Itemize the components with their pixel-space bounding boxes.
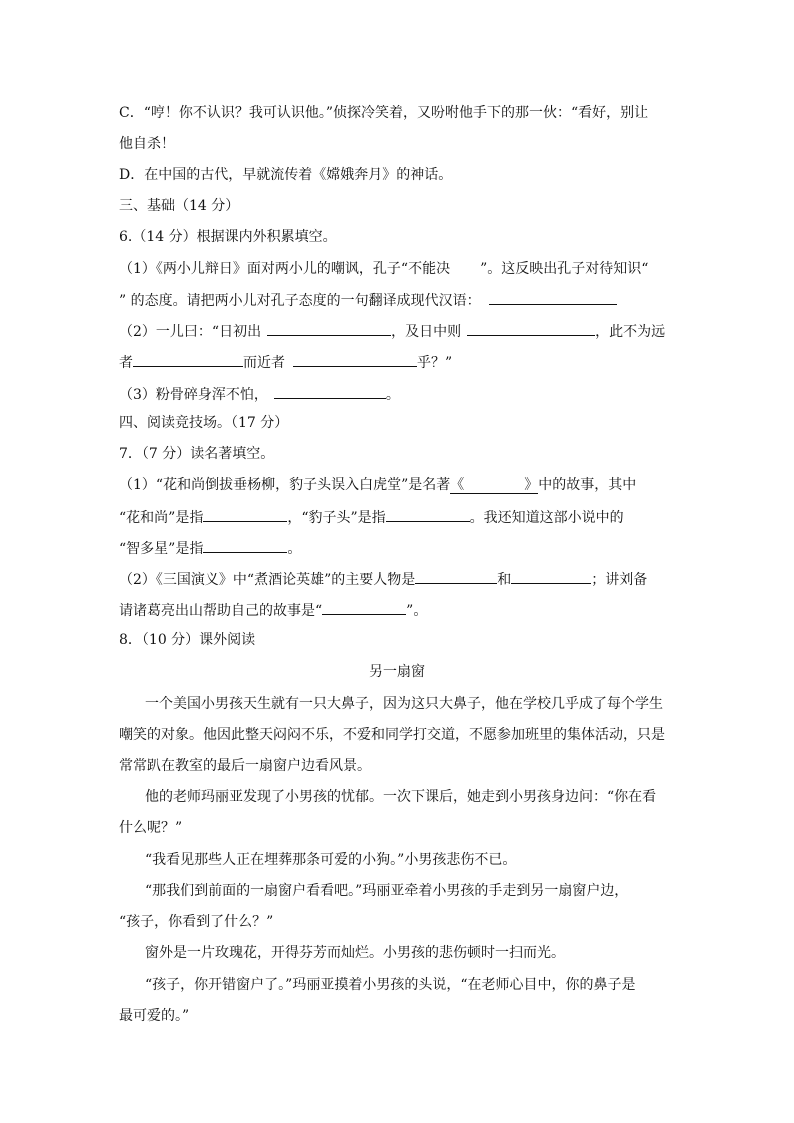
story-line: 他的老师玛丽亚发现了小男孩的忧郁。一次下课后，她走到小男孩身边问：“你在看 [145, 789, 657, 805]
q6-1-blank[interactable] [489, 290, 617, 305]
q7-2-line2 [119, 600, 427, 620]
section-3-heading: 三、基础（14 分） [119, 198, 240, 214]
q7-1-blank-1[interactable] [203, 507, 287, 522]
q6-1-text-a: （1）《两小儿辩日》面对两小儿的嘲讽，孔子“不能决 [119, 261, 451, 277]
q6-3-text-a: （3）粉骨碎身浑不怕， [119, 387, 268, 403]
story-title: 另一扇窗 [369, 664, 425, 680]
q6-2-text-a: （2）一儿曰：“日初出 [119, 324, 262, 340]
q6-3-line [119, 384, 400, 404]
q7-2-text-c: ；讲刘备 [591, 572, 648, 588]
q6-1-text-b: ”。这反映出孔子对待知识“ [480, 261, 649, 277]
story-line: 一个美国小男孩天生就有一只大鼻子，因为这只大鼻子，他在学校几乎成了每个学生 [145, 696, 663, 712]
q7-2-text-b: 和 [497, 572, 512, 588]
q7-1-blank-2[interactable] [386, 507, 470, 522]
q6-2-text-b: ，及日中则 [391, 324, 462, 340]
story-line: 什么呢？” [119, 820, 183, 836]
option-d: D．在中国的古代，早就流传着《嫦娥奔月》的神话。 [119, 167, 453, 183]
q6-3-blank[interactable] [274, 384, 386, 399]
q7-1-text-a: （1）“花和尚倒拔垂杨柳，豹子头误入白虎堂”是名著 [119, 477, 451, 493]
q6-1-line1 [119, 259, 648, 278]
story-line: “孩子，你开错窗户了。”玛丽亚摸着小男孩的头说，“在老师心目中，你的鼻子是 [145, 977, 636, 993]
q7-2-text-d: 请诸葛亮出山帮助自己的故事是“ [119, 603, 323, 619]
story-line: 常常趴在教室的最后一扇窗户边看风景。 [119, 758, 371, 774]
story-line: 窗外是一片玫瑰花，开得芬芳而灿烂。小男孩的悲伤顿时一扫而光。 [145, 945, 565, 961]
q7-1-text-g: 。 [287, 541, 302, 557]
q7-1-blank-3[interactable] [203, 538, 287, 553]
question-8: 8．（10 分）课外阅读 [119, 632, 256, 648]
q7-1-text-f: “智多星”是指 [119, 541, 204, 557]
q6-2-blank-1[interactable] [267, 321, 391, 336]
story-line: 嘲笑的对象。他因此整天闷闷不乐，不爱和同学打交道，不愿参加班里的集体活动，只是 [119, 727, 665, 743]
q7-1-text-e: 。我还知道这部小说中的 [469, 510, 624, 526]
section-4-heading: 四、阅读竞技场。（17 分） [119, 415, 289, 431]
q7-2-text-a: （2）《三国演义》中“煮酒论英雄”的主要人物是 [119, 572, 416, 588]
q6-2-text-c: ，此不为远 [595, 324, 666, 340]
q7-1-text-d: ，“豹子头”是指 [287, 510, 386, 526]
story-line: 最可爱的。” [119, 1008, 190, 1024]
story-line: “我看见那些人正在埋葬那条可爱的小狗。”小男孩悲伤不已。 [145, 852, 517, 868]
question-6: 6.（14 分）根据课内外积累填空。 [119, 229, 337, 245]
q6-2-text-f: 乎？” [417, 355, 453, 371]
q6-2-blank-3[interactable] [133, 352, 243, 367]
q7-1-book-blank[interactable]: 《 》 [450, 477, 539, 493]
story-line: “那我们到前面的一扇窗户看看吧。”玛丽亚牵着小男孩的手走到另一扇窗户边， [145, 883, 629, 899]
q6-1-text-c: ” 的态度。请把两小儿对孔子态度的一句翻译成现代汉语： [119, 293, 481, 309]
q6-2-line1 [119, 321, 665, 341]
q7-2-blank-1[interactable] [415, 569, 497, 584]
q7-2-blank-3[interactable] [322, 600, 406, 615]
option-c-line1: C．“哼！你不认识？我可认识他。”侦探冷笑着，又吩咐他手下的那一伙：“看好，别让 [119, 105, 649, 121]
q7-1-text-b: 中的故事，其中 [538, 477, 637, 493]
q7-1-text-c: “花和尚”是指 [119, 510, 204, 526]
q6-2-text-d: 者 [119, 355, 133, 371]
q6-2-line2 [119, 352, 452, 372]
option-c-line2: 他自杀！ [119, 136, 175, 152]
q6-2-blank-2[interactable] [467, 321, 595, 336]
q6-1-line2 [119, 290, 617, 310]
story-line: “孩子，你看到了什么？” [119, 914, 274, 930]
q7-1-line1 [119, 476, 636, 494]
question-7: 7．（7 分）读名著填空。 [119, 446, 275, 462]
q6-2-text-e: 而近者 [243, 355, 285, 371]
q7-1-line2 [119, 507, 624, 527]
q7-2-line1 [119, 569, 647, 589]
q6-3-text-b: 。 [385, 387, 400, 403]
q7-1-line3 [119, 538, 301, 558]
q6-2-blank-4[interactable] [293, 352, 417, 367]
q7-2-text-e: ”。 [406, 603, 428, 619]
q7-2-blank-2[interactable] [511, 569, 591, 584]
